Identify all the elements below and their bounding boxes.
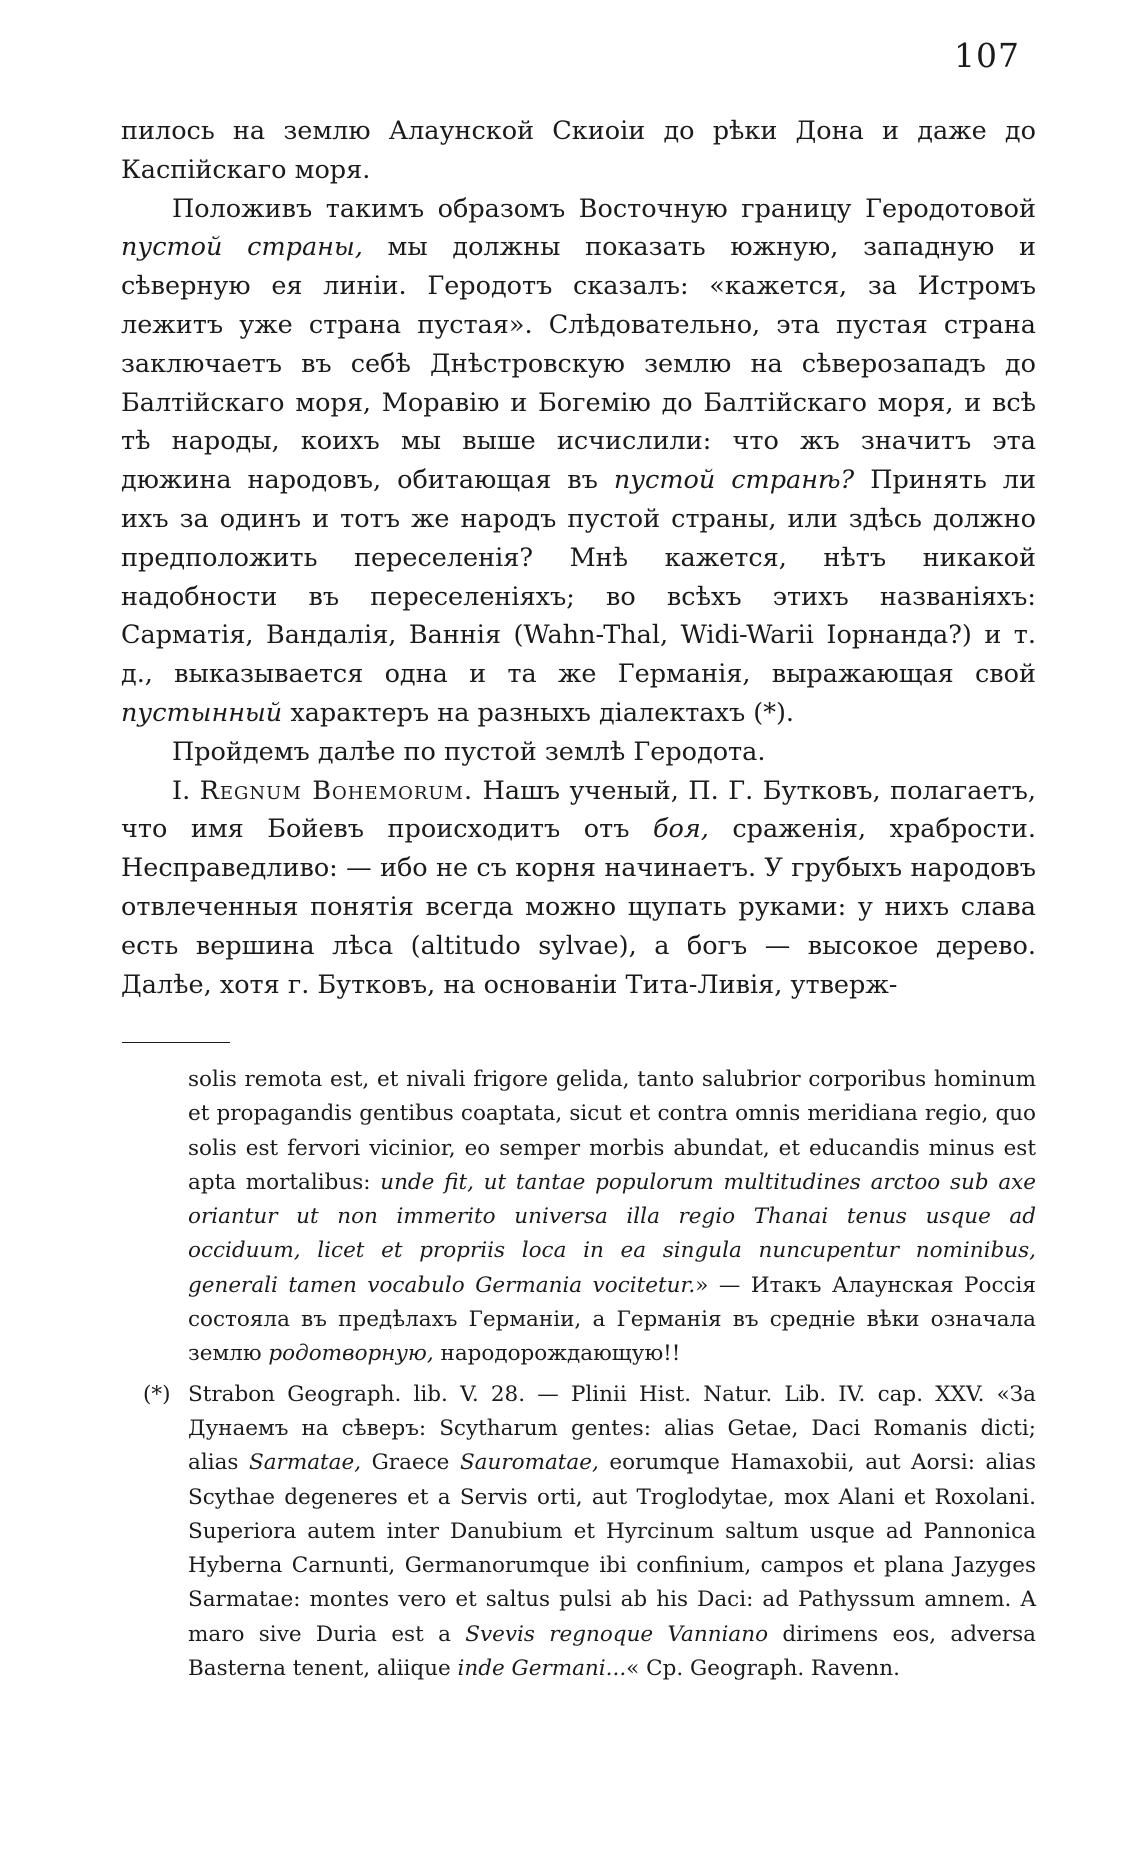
paragraph-3: Пройдемъ далѣе по пустой землѣ Геродота. (172, 736, 766, 767)
paragraph-4-text-c: сраженія, храбрости. Несправедливо: — ибо не съ корня начинаетъ. У грубыхъ народовъ отвлеченныя понятія всегда можно щупать руками: у нихъ слава есть вершина лѣса (altitudo sylvae), а богъ — высокое дерево. Далѣе, хотя г. Бутковъ, на основаніи Тита-Ливія, утверж- (121, 814, 1036, 1000)
footnote-star-text-i: « Ср. Geograph. Ravenn. (626, 1656, 900, 1682)
footnote-cont-text-a: solis remota est, et nivali frigore gelida, tanto salubrior corporibus hominum et propagandis gentibus coaptata, sicut et contra omnis meridiana regio, quo solis est fervori vicinior, eo semper morbis abundat, et educandis minus est apta mortalibus: (188, 1067, 1036, 1195)
footnote-star-italic-h: inde Germani... (457, 1656, 627, 1682)
footnote-cont-text-c: » — Итакъ Алаунская Россія состояла въ предѣлахъ Германіи, а Германія въ средніе вѣки означала землю (188, 1272, 1036, 1367)
paragraph-4 (121, 772, 1036, 1005)
paragraph-2-italic-d: пустой странѣ? (613, 465, 855, 496)
footnote-star (143, 1378, 1036, 1687)
footnote-star-text-e: eorumque Hamaxobii, aut Aorsi: alias Scythae degeneres et a Servis orti, aut Troglodytae, mox Alani et Roxolani. Superiora autem inter Danubium et Hyrcinum saltum usque ad Pannonica Hyberna Carnunti, Germanorumque ibi confinium, campos et plana Jazyges Sarmatae: montes vero et saltus pulsi ab his Daci: ad Pathyssum amnem. A maro sive Duria est a (188, 1450, 1036, 1647)
paragraph-4-italic-b: боя, (652, 814, 709, 845)
footnote-continuation (143, 1063, 1036, 1372)
footnote-cont-italic-b: unde fit, ut tantae populorum multitudines arctoo sub axe oriantur ut non immerito universa illa regio Thanai tenus usque ad occiduum, licet et propriis loca in ea singula nuncupentur nominibus, generali tamen vocabulo Germania vocitetur. (188, 1169, 1037, 1298)
footnotes (143, 1063, 1036, 1686)
paragraph-2 (121, 190, 1036, 733)
paragraph-4-text-a: Нашъ ученый, П. Г. Бутковъ, полагаетъ, что имя Бойевъ происходитъ отъ (121, 775, 1036, 845)
page-number: 107 (954, 36, 1020, 75)
paragraph-2-text-c: мы должны показать южную, западную и сѣверную ея линіи. Геродотъ сказалъ: «кажется, за Истромъ лежитъ уже страна пустая». Слѣдовательно, эта пустая страна заключаетъ въ себѣ Днѣстровскую землю на сѣверозападъ до Балтійскаго моря, Моравію и Богемію до Балтійскаго моря, и всѣ тѣ народы, коихъ мы выше исчислили: что жъ значитъ эта дюжина народовъ, обитающая въ (121, 232, 1036, 496)
paragraph-2-text-a: Положивъ такимъ образомъ Восточную границу Геродотовой (172, 193, 1036, 224)
footnote-star-text-c: Graece (361, 1450, 460, 1476)
footnote-star-text-g: dirimens eos, adversa Basterna tenent, aliique (188, 1621, 1037, 1682)
section-heading: Regnum Bohemorum. (199, 775, 474, 806)
main-text (121, 112, 1036, 1004)
footnote-star-italic-d: Sauromatae, (459, 1450, 599, 1476)
paragraph-2-italic-f: пустынный (121, 697, 283, 728)
footnote-cont-text-e: народорождающую!! (433, 1341, 681, 1367)
paragraph-2-italic-b: пустой страны, (121, 232, 363, 263)
paragraph-2-text-e: Принять ли ихъ за одинъ и тотъ же народъ пустой страны, или здѣсь должно предположить переселенія? Мнѣ кажется, нѣтъ никакой надобности въ переселеніяхъ; во всѣхъ этихъ названіяхъ: Сарматія, Вандалія, Ваннія (Wahn-Thal, Widi-Warii Іорнанда?) и т. д., выказывается одна и та же Германія, выражающая свой (121, 465, 1036, 690)
footnote-marker: (*) (143, 1381, 171, 1407)
paragraph-2-text-g: характеръ на разныхъ діалектахъ (*). (282, 697, 795, 728)
section-numeral: I. (172, 775, 191, 806)
footnote-star-text-a: Strabon Geograph. lib. V. 28. — Plinii Hist. Natur. Lib. IV. cap. XXV. «За Дунаемъ на сѣверъ: Scytharum gentes: alias Getae, Daci Romanis dicti; alias (188, 1381, 1036, 1476)
footnote-cont-italic-d: родотворную, (268, 1341, 434, 1367)
footnote-star-italic-f: Svevis regnoque Vanniano (465, 1621, 769, 1647)
footnote-star-italic-b: Sarmatae, (249, 1450, 362, 1476)
paragraph-1: пилось на землю Алаунской Скиоіи до рѣки Дона и даже до Каспійскаго моря. (121, 116, 1036, 185)
footnote-separator (122, 1042, 230, 1043)
